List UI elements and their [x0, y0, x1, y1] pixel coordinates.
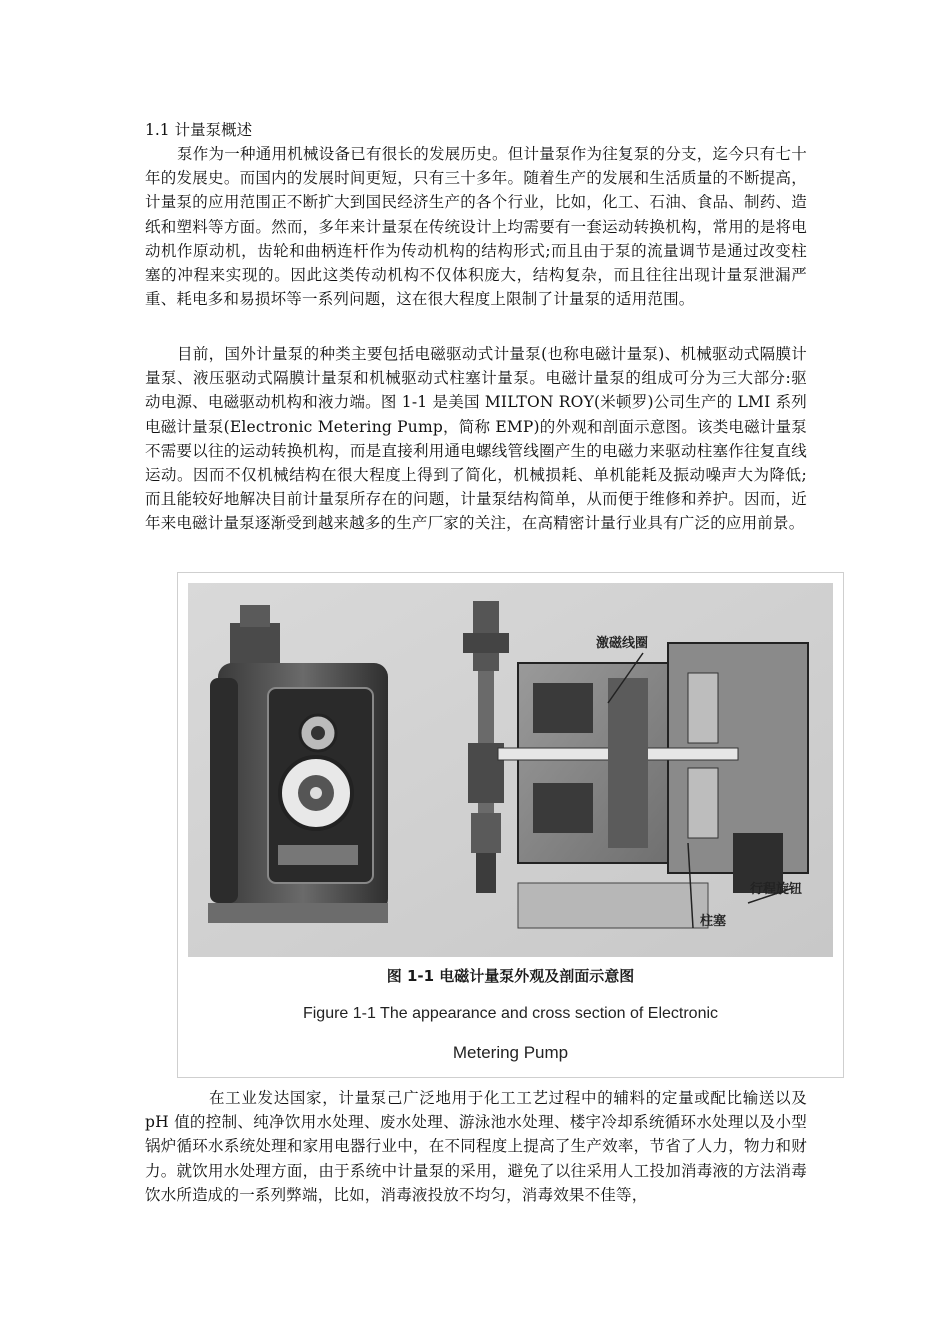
figure-caption-cn: 图 1-1 电磁计量泵外观及剖面示意图 [386, 967, 635, 985]
paragraph-types: 目前，国外计量泵的种类主要包括电磁驱动式计量泵(也称电磁计量泵)、机械驱动式隔膜计量泵、液压驱动式隔膜计量泵和机械驱动式柱塞计量泵。电磁计量泵的组成可分为三大部分:驱动电源、电磁驱动机构和液力端。图 1-1 是美国 MILTON ROY(米顿罗)公司生产的 LMI 系列电磁计量泵(Electronic Metering Pump，简称 EMP)的外观和剖面示意图。该类电磁计量泵不需要以往的运动转换机构，而是直接利用通电螺线管线圈产生的电磁力来驱动柱塞作往复直线运动。因而不仅机械结构在很大程度上得到了简化，机械损耗、单机能耗及振动噪声大为降低;而且能较好地解决目前计量泵所存在的问题，计量泵结构简单，从而便于维修和养护。因而，近年来电磁计量泵逐渐受到越来越多的生产厂家的关注，在高精密计量行业具有广泛的应用前景。 [145, 345, 807, 533]
paragraph-intro: 泵作为一种通用机械设备已有很长的发展历史。但计量泵作为往复泵的分支，迄今只有七十年的发展史。而国内的发展时间更短，只有三十多年。随着生产的发展和生活质量的不断提高，计量泵的应用范围正不断扩大到国民经济生产的各个行业，比如，化工、石油、食品、制药、造纸和塑料等方面。然而，多年来计量泵在传统设计上均需要有一套运动转换机构，常用的是将电动机作原动机，齿轮和曲柄连杆作为传动机构的结构形式;而且由于泵的流量调节是通过改变柱塞的冲程来实现的。因此这类传动机构不仅体积庞大，结构复杂，而且往往出现计量泵泄漏严重、耗电多和易损坏等一系列问题，这在很大程度上限制了计量泵的适用范围。 [145, 145, 807, 309]
section-title: 1.1 计量泵概述 [145, 121, 253, 139]
figure-caption-en-line1: Figure 1-1 The appearance and cross section of Electronic [302, 1005, 719, 1022]
callout-stroke-knob: 行程旋钮 [750, 882, 803, 897]
figure-1-1 [177, 572, 844, 1078]
callout-coil: 激磁线圈 [596, 636, 649, 651]
paragraph-applications: 在工业发达国家，计量泵己广泛地用于化工工艺过程中的辅料的定量或配比输送以及 pH 值的控制、纯净饮用水处理、废水处理、游泳池水处理、楼宇冷却系统循环水处理以及小型锅炉循环水系统处理和家用电器行业中，在不同程度上提高了生产效率，节省了人力，物力和财力。就饮用水处理方面，由于系统中计量泵的采用，避免了以往采用人工投加消毒液的方法消毒饮水所造成的一系列弊端，比如，消毒液投放不均匀，消毒效果不佳等， [145, 1089, 807, 1204]
callout-plunger: 柱塞 [700, 914, 727, 929]
figure-caption-en-line2: Metering Pump [452, 1043, 569, 1062]
pump-photo [188, 583, 833, 957]
